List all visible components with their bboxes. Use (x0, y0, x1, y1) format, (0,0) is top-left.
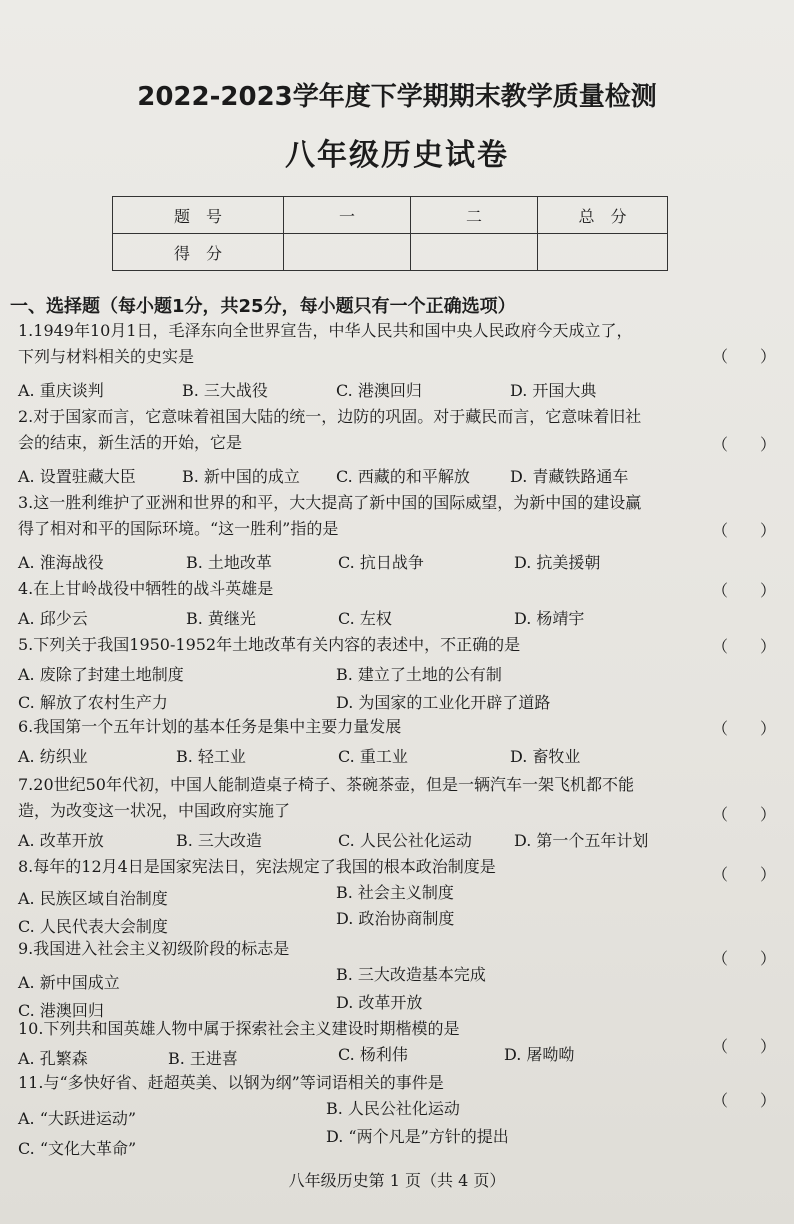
question-line: 4.在上甘岭战役中牺牲的战斗英雄是 (18, 579, 274, 598)
option-a[interactable]: A. 改革开放 (18, 831, 104, 850)
question-line: 1.1949年10月1日，毛泽东向全世界宣告，中华人民共和国中央人民政府今天成立了， (18, 321, 633, 340)
option-c[interactable]: C. 港澳回归 (336, 381, 422, 400)
option-b[interactable]: B. 王进喜 (168, 1049, 238, 1068)
answer-blank[interactable]: （ ） (712, 865, 777, 884)
answer-blank[interactable]: （ ） (712, 1037, 777, 1056)
answer-blank[interactable]: （ ） (712, 1091, 777, 1110)
exam-subtitle: 八年级历史试卷 (285, 138, 509, 173)
question-3 (18, 490, 766, 542)
answer-blank[interactable]: （ ） (712, 805, 777, 824)
option-d[interactable]: D. 畜牧业 (510, 747, 581, 766)
option-a[interactable]: A. “大跃进运动” (18, 1109, 137, 1128)
option-d[interactable]: D. 屠呦呦 (504, 1045, 575, 1064)
option-b[interactable]: B. 土地改革 (186, 553, 272, 572)
option-a[interactable]: A. 民族区域自治制度 (18, 889, 168, 908)
question-11 (18, 1070, 766, 1096)
option-b[interactable]: B. 新中国的成立 (182, 467, 300, 486)
score-row-label: 得 分 (113, 234, 284, 271)
question-2 (18, 404, 766, 456)
option-c[interactable]: C. “文化大革命” (18, 1139, 137, 1158)
answer-blank[interactable]: （ ） (712, 637, 777, 656)
answer-blank[interactable]: （ ） (712, 347, 777, 366)
question-line: 造，为改变这一状况，中国政府实施了 (18, 801, 291, 820)
answer-blank[interactable]: （ ） (712, 719, 777, 738)
question-line: 下列与材料相关的史实是 (18, 347, 195, 366)
question-9 (18, 936, 766, 962)
option-d[interactable]: D. 抗美援朝 (514, 553, 601, 572)
option-a[interactable]: A. 淮海战役 (18, 553, 104, 572)
option-b[interactable]: B. 社会主义制度 (336, 883, 454, 902)
question-line: 9.我国进入社会主义初级阶段的标志是 (18, 939, 290, 958)
option-d[interactable]: D. 开国大典 (510, 381, 597, 400)
option-b[interactable]: B. 人民公社化运动 (326, 1099, 460, 1118)
option-c[interactable]: C. 左权 (338, 609, 392, 628)
question-1 (18, 318, 766, 370)
option-d[interactable]: D. 改革开放 (336, 993, 423, 1012)
score-header-part1: 一 (284, 197, 411, 234)
question-line: 11.与“多快好省、赶超英美、以钢为纲”等词语相关的事件是 (18, 1073, 444, 1092)
question-line: 得了相对和平的国际环境。“这一胜利”指的是 (18, 519, 339, 538)
question-10 (18, 1016, 766, 1042)
question-line: 3.这一胜利维护了亚洲和世界的和平，大大提高了新中国的国际威望，为新中国的建设赢 (18, 493, 642, 512)
question-5 (18, 632, 766, 658)
page-footer: 八年级历史第 1 页（共 4 页） (288, 1171, 506, 1190)
option-a[interactable]: A. 废除了封建土地制度 (18, 665, 184, 684)
option-d[interactable]: D. “两个凡是”方针的提出 (326, 1127, 509, 1146)
option-b[interactable]: B. 建立了土地的公有制 (336, 665, 502, 684)
option-a[interactable]: A. 重庆谈判 (18, 381, 104, 400)
option-a[interactable]: A. 孔繁森 (18, 1049, 88, 1068)
answer-blank[interactable]: （ ） (712, 949, 777, 968)
score-table (112, 196, 668, 271)
option-b[interactable]: B. 轻工业 (176, 747, 246, 766)
exam-title: 2022-2023学年度下学期期末教学质量检测 (137, 82, 657, 112)
question-6 (18, 714, 766, 740)
score-cell-total[interactable] (538, 234, 668, 271)
question-line: 会的结束，新生活的开始，它是 (18, 433, 243, 452)
question-line: 10.下列共和国英雄人物中属于探索社会主义建设时期楷模的是 (18, 1019, 460, 1038)
option-c[interactable]: C. 人民公社化运动 (338, 831, 472, 850)
answer-blank[interactable]: （ ） (712, 521, 777, 540)
option-c[interactable]: C. 港澳回归 (18, 1001, 104, 1020)
option-c[interactable]: C. 人民代表大会制度 (18, 917, 168, 936)
question-line: 6.我国第一个五年计划的基本任务是集中主要力量发展 (18, 717, 402, 736)
option-a[interactable]: A. 纺织业 (18, 747, 88, 766)
option-c[interactable]: C. 杨利伟 (338, 1045, 408, 1064)
score-header-part2: 二 (411, 197, 538, 234)
option-b[interactable]: B. 三大改造基本完成 (336, 965, 486, 984)
option-d[interactable]: D. 第一个五年计划 (514, 831, 649, 850)
question-7 (18, 772, 766, 824)
question-line: 8.每年的12月4日是国家宪法日，宪法规定了我国的根本政治制度是 (18, 857, 496, 876)
score-cell-part1[interactable] (284, 234, 411, 271)
option-d[interactable]: D. 政治协商制度 (336, 909, 455, 928)
answer-blank[interactable]: （ ） (712, 581, 777, 600)
option-c[interactable]: C. 重工业 (338, 747, 408, 766)
option-d[interactable]: D. 杨靖宇 (514, 609, 585, 628)
option-c[interactable]: C. 抗日战争 (338, 553, 424, 572)
question-8 (18, 854, 766, 880)
option-d[interactable]: D. 为国家的工业化开辟了道路 (336, 693, 551, 712)
option-b[interactable]: B. 黄继光 (186, 609, 256, 628)
score-header-total: 总 分 (538, 197, 668, 234)
option-a[interactable]: A. 新中国成立 (18, 973, 120, 992)
section-heading: 一、选择题（每小题1分，共25分，每小题只有一个正确选项） (10, 296, 516, 317)
question-line: 2.对于国家而言，它意味着祖国大陆的统一，边防的巩固。对于藏民而言，它意味着旧社 (18, 407, 642, 426)
question-4 (18, 576, 766, 602)
option-b[interactable]: B. 三大改造 (176, 831, 262, 850)
question-line: 7.20世纪50年代初，中国人能制造桌子椅子、茶碗茶壶，但是一辆汽车一架飞机都不能 (18, 775, 634, 794)
option-a[interactable]: A. 邱少云 (18, 609, 88, 628)
option-d[interactable]: D. 青藏铁路通车 (510, 467, 629, 486)
option-c[interactable]: C. 西藏的和平解放 (336, 467, 470, 486)
score-cell-part2[interactable] (411, 234, 538, 271)
option-c[interactable]: C. 解放了农村生产力 (18, 693, 168, 712)
option-a[interactable]: A. 设置驻藏大臣 (18, 467, 136, 486)
option-b[interactable]: B. 三大战役 (182, 381, 268, 400)
answer-blank[interactable]: （ ） (712, 435, 777, 454)
question-line: 5.下列关于我国1950-1952年土地改革有关内容的表述中，不正确的是 (18, 635, 521, 654)
score-header-label: 题 号 (113, 197, 284, 234)
